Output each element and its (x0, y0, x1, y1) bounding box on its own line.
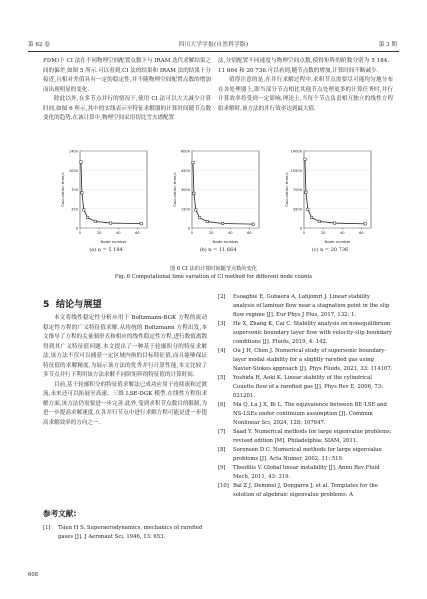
data-point (192, 161, 194, 163)
reference-text: Bai Z J, Demmel J, Dongarra J, et al. Templates for the solution of algebraic eigenvalue problems: A (233, 483, 378, 498)
data-point (206, 220, 208, 222)
journal-title: 四川大学学报(自然科学版) (178, 42, 249, 48)
x-tick-label: 20 (208, 231, 214, 235)
y-tick-label: 4500 (180, 168, 190, 173)
paragraph: 本文将线性稳定性分析应用于 Boltzmann-BGK 方程的流动稳定性方程的广义特征值求解.从传统的 Boltzmann 方程出发,本文推导了方程的关量制形式和相应的线性稳定性方程,进行数值离散得到其广义特征值问题.本文提出了一种基于轮廓积分的特征求解法,该方法不仅可以捕获一定区域内指的目标特征值,而且能够保证特征值的求解精度.为展示该方法的优秀并行计算性能,本文比较了多节点并行下利用该方法求解不同阶矩阵的特征值的计算时间. (43, 315, 207, 379)
reference-number: [5] (218, 375, 226, 381)
x-tick-label: 0 (78, 231, 82, 235)
y-tick-label: 700 (71, 188, 78, 192)
section-number: 5 (43, 299, 50, 310)
reference-text: Sorensen D C. Numerical methods for large eigenvalue problems [J]. Acta Numer, 2002, 11: 519. (233, 447, 382, 462)
y-tick-label: 10500 (290, 168, 302, 173)
reference-text: He X, Zhang K, Cai C. Stability analysis on nonequilibrium supersonic boundary layer flow with velocity-slip boundary conditions [J]. Fluids, 2019, 4: 142. (233, 321, 392, 345)
subplot-a (60, 146, 152, 246)
x-tick-label: 20 (320, 231, 326, 235)
y-tick-label: 350 (71, 207, 78, 212)
y-tick-label: 3500 (292, 207, 302, 212)
data-point (252, 223, 254, 225)
paragraph: FDM)下 CI 法在不同物理空间配置点数下与 IRAM 迭代求解结果之间的偏差,如图 5 所示.可以看到,CI 法的结果和 IRAM 法的结果十分接近,且相对差值具有一定的稳定性,并不随物理空间配置点数的增加而出现明显的变化. (43, 58, 211, 93)
data-point (193, 192, 195, 194)
data-point (305, 191, 307, 193)
y-tick-label: 0 (187, 226, 190, 231)
paragraph: 除此以外,在多节点并行的情况下,使用 CI 法可以大大减少计算时间,如图 6 所示,其中的实线表示至特征求解器的计算时间随节点数变化的趋势.在该计算中,物理空间采用切比雪夫谱配置 (43, 96, 211, 122)
x-axis-label: Node number (324, 239, 351, 244)
references-right (218, 293, 393, 500)
reference-item (218, 320, 393, 347)
reference-text: Tsien H S. Superaerodynamics, mechanics of rarefied gases [J]. J Aeronaut Sci, 1946, 13: 653. (58, 525, 203, 540)
reference-number: [10] (218, 483, 229, 489)
reference-text: Ma Q, Lu J X, Bi L. The equivalence between BE-LSE and NS-LSEs under continuum assumption [J]. Commun Nonlinear Sci, 2024, 128: 107647. (233, 402, 387, 426)
subplot-c (284, 146, 376, 246)
y-tick-label: 7000 (292, 188, 302, 192)
reference-text: Saad Y. Numerical methods for large eigenvalue problems: revised edition [M]. Philadelphia: SIAM, 2011. (233, 429, 392, 444)
figure-caption (40, 265, 387, 281)
figure-6 (60, 146, 376, 254)
subfigure-label: (b) n = 11 664 (199, 247, 237, 253)
reference-item (218, 446, 393, 464)
data-point (81, 192, 83, 194)
reference-number: [9] (218, 465, 226, 471)
reference-number: [2] (218, 294, 226, 300)
y-tick-label: 1400 (68, 149, 78, 154)
x-tick-label: 0 (302, 231, 306, 235)
reference-item (218, 347, 393, 374)
subfigure-label: (a) n = 5 184 (89, 247, 123, 253)
x-axis-label: Node number (212, 239, 239, 244)
issue-label: 第 3 期 (378, 42, 397, 48)
reference-number: [3] (218, 321, 226, 327)
y-tick-label: 1500 (180, 207, 190, 212)
data-point (80, 161, 82, 163)
x-tick-label: 60 (359, 231, 364, 235)
reference-number: [6] (218, 402, 226, 408)
figure-caption-en: Fig. 6 Computational time variation of CI method for different node counts (114, 274, 313, 280)
reference-number: [8] (218, 447, 226, 453)
data-point (195, 209, 197, 211)
data-point (221, 222, 223, 224)
reference-item (218, 293, 393, 320)
data-point (83, 209, 85, 211)
y-tick-label: 3000 (180, 188, 190, 192)
reference-item (218, 428, 393, 446)
reference-text: Yoshida H, Aoki K. Linear stability of the cylindrical Couette flow of a rarefied gas [J]. Phys Rev E, 2006, 73: 021201. (233, 375, 383, 399)
reference-number: [1] (43, 525, 51, 531)
reference-item (218, 464, 393, 482)
data-point (109, 222, 111, 224)
x-tick-label: 60 (247, 231, 252, 235)
section-title: 结论与展望 (55, 299, 102, 310)
reference-item (218, 482, 393, 500)
data-point (304, 158, 306, 160)
paragraph: 法,分别配置不同速度与物理空间点数,使得矩阵的阶数分别为 5 184、11 664 和 20 736.可以看到,随节点数的增加,计算时间不断减少. (218, 58, 393, 74)
references-title: 参考文献: (43, 509, 77, 518)
references-left (43, 524, 207, 542)
subplot-b (172, 146, 264, 246)
data-point (364, 223, 366, 225)
reference-number: [4] (218, 348, 226, 354)
y-tick-label: 1050 (68, 168, 78, 173)
reference-number: [7] (218, 429, 226, 435)
y-tick-label: 6000 (180, 149, 190, 154)
y-tick-label: 0 (75, 226, 78, 231)
section-heading (43, 296, 102, 310)
reference-text: Esoaghie E, Gubaera A, Lahjomri J. Linear stability analysis of laminar flow near a stagnation point in the slip flow regime [J]. Eur Phys J Plus, 2017, 132: 1. (233, 294, 390, 318)
data-point (140, 222, 142, 224)
reference-text: Ou J H, Chen J. Numerical study of supersonic boundary-layer modal stability for a slightly rarefied gas using Navier-Stokes approach [J]. Phys Fluids, 2021, 33: 114107. (233, 348, 393, 372)
left-top-text (43, 57, 211, 124)
data-point (86, 216, 88, 218)
figure-caption-cn: 图 6 CI 法的计算时间随节点数的变化 (170, 266, 257, 272)
reference-item (218, 374, 393, 401)
paragraph: 目前,基于轮廓积分的特征值求解法已成功应用于连续流和过渡流,未来还可以拓展至高速、三维 LSE-DGK 模型.在线性方程组求解方面,该方法仍需要进一步完善.此外,受到求积节点数目的限制,为进一步提高求解速度,在各并行节点中进行求解方程可能是进一步提高求解效率的方向之一. (43, 381, 207, 427)
reference-item (218, 401, 393, 428)
reference-item (43, 524, 207, 542)
paragraph: 值得注意的是,在并行求解过程中,求积节点需要尽可能均匀地分布在各处理器上,即当部分节点相比其他节点处理更多的计算任务时,并行计算效率将受到一定影响.理论上,当每个节点负责相互独立的线性方程组求解时,该方法的并行效率达到最大值. (218, 77, 393, 112)
x-axis-label: Node number (100, 239, 127, 244)
reference-text: Theofilis V. Global linear instability [J]. Annu Rev Fluid Mech, 2011, 43: 319. (233, 465, 380, 480)
conclusion-text (43, 314, 207, 429)
x-tick-label: 60 (135, 231, 140, 235)
right-top-text (218, 57, 393, 114)
x-tick-label: 40 (115, 231, 121, 235)
y-axis-label: Calculation time/s (172, 172, 177, 207)
data-point (318, 220, 320, 222)
y-axis-label: Calculation time/s (284, 172, 289, 207)
data-point (198, 217, 200, 219)
x-tick-label: 20 (96, 231, 102, 235)
data-point (310, 216, 312, 218)
x-tick-label: 40 (339, 231, 345, 235)
y-axis-label: Calculation time/s (60, 172, 65, 207)
subfigure-label: (c) n = 20 736 (311, 247, 349, 253)
page-number: 608 (28, 572, 39, 578)
y-tick-label: 0 (299, 226, 302, 231)
header-rule (28, 51, 399, 52)
y-tick-label: 14000 (290, 149, 302, 154)
data-point (307, 208, 309, 210)
data-point (94, 220, 96, 222)
x-tick-label: 40 (227, 231, 233, 235)
x-tick-label: 0 (190, 231, 194, 235)
data-point (333, 222, 335, 224)
volume-label: 第 62 卷 (28, 42, 50, 48)
